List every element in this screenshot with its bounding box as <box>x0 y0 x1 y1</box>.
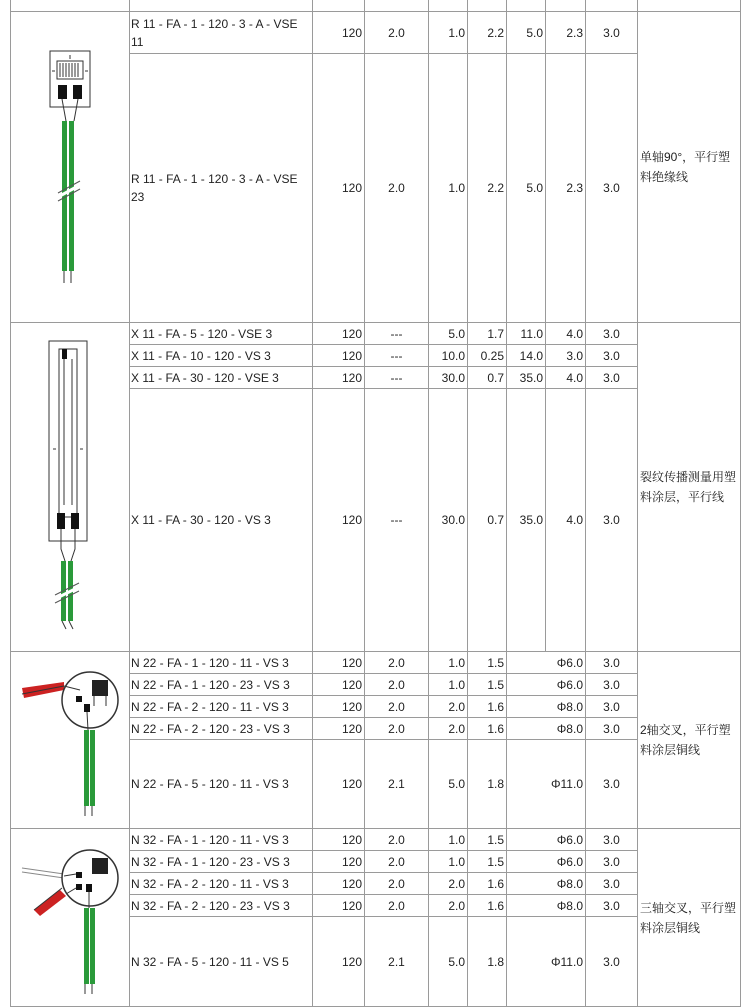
model-cell: N 22 - FA - 1 - 120 - 11 - VS 3 <box>130 652 313 674</box>
diameter-cell: Φ8.0 <box>507 873 586 895</box>
diameter-cell: Φ6.0 <box>507 674 586 696</box>
grid-length-cell: 2.0 <box>429 696 468 718</box>
single-axis-90deg-gauge-icon <box>40 47 100 287</box>
lead-length-cell: 3.0 <box>586 696 638 718</box>
resistance-cell: 120 <box>313 895 365 917</box>
grid-length-cell: 30.0 <box>429 389 468 652</box>
grid-length-cell: 2.0 <box>429 718 468 740</box>
resistance-cell: 120 <box>313 345 365 367</box>
gauge-factor-cell: --- <box>365 367 429 389</box>
gauge-factor-cell: 2.0 <box>365 652 429 674</box>
grid-width-cell: 1.5 <box>468 829 507 851</box>
strain-gauge-spec-table <box>10 0 741 1007</box>
carrier-length-cell: 5.0 <box>507 54 546 323</box>
grid-length-cell: 1.0 <box>429 652 468 674</box>
gauge-factor-cell: --- <box>365 389 429 652</box>
grid-width-cell: 1.7 <box>468 323 507 345</box>
grid-length-cell: 1.0 <box>429 674 468 696</box>
carrier-length-cell: 35.0 <box>507 367 546 389</box>
lead-length-cell: 3.0 <box>586 652 638 674</box>
gauge-factor-cell: 2.0 <box>365 873 429 895</box>
model-cell: X 11 - FA - 30 - 120 - VS 3 <box>130 389 313 652</box>
gauge-image-cell <box>11 652 130 829</box>
carrier-length-cell: 14.0 <box>507 345 546 367</box>
three-axis-rosette-gauge-icon <box>20 838 120 998</box>
gauge-image-cell <box>11 323 130 652</box>
resistance-cell: 120 <box>313 696 365 718</box>
grid-width-cell: 1.6 <box>468 873 507 895</box>
carrier-length-cell: 5.0 <box>507 12 546 54</box>
carrier-length-cell: 11.0 <box>507 323 546 345</box>
grid-width-cell: 2.2 <box>468 12 507 54</box>
carrier-length-cell: 35.0 <box>507 389 546 652</box>
table-row <box>11 12 741 54</box>
resistance-cell: 120 <box>313 389 365 652</box>
model-cell: X 11 - FA - 30 - 120 - VSE 3 <box>130 367 313 389</box>
lead-length-cell: 3.0 <box>586 389 638 652</box>
lead-length-cell: 3.0 <box>586 829 638 851</box>
grid-width-cell: 1.8 <box>468 740 507 829</box>
gauge-factor-cell: 2.0 <box>365 829 429 851</box>
grid-length-cell: 1.0 <box>429 829 468 851</box>
table-row <box>11 829 741 851</box>
grid-length-cell: 5.0 <box>429 323 468 345</box>
gauge-image-cell <box>11 12 130 323</box>
lead-length-cell: 3.0 <box>586 345 638 367</box>
lead-length-cell: 3.0 <box>586 12 638 54</box>
grid-length-cell: 5.0 <box>429 917 468 1007</box>
resistance-cell: 120 <box>313 674 365 696</box>
grid-width-cell: 0.7 <box>468 389 507 652</box>
model-cell: N 32 - FA - 2 - 120 - 11 - VS 3 <box>130 873 313 895</box>
model-cell: R 11 - FA - 1 - 120 - 3 - A - VSE 11 <box>130 12 313 54</box>
lead-length-cell: 3.0 <box>586 674 638 696</box>
model-cell: N 22 - FA - 1 - 120 - 23 - VS 3 <box>130 674 313 696</box>
grid-width-cell: 1.5 <box>468 652 507 674</box>
gauge-factor-cell: 2.0 <box>365 851 429 873</box>
model-cell: X 11 - FA - 10 - 120 - VS 3 <box>130 345 313 367</box>
grid-width-cell: 1.5 <box>468 674 507 696</box>
gauge-factor-cell: 2.1 <box>365 740 429 829</box>
diameter-cell: Φ6.0 <box>507 851 586 873</box>
crack-propagation-gauge-icon <box>35 337 105 637</box>
grid-length-cell: 10.0 <box>429 345 468 367</box>
model-cell: N 32 - FA - 5 - 120 - 11 - VS 5 <box>130 917 313 1007</box>
resistance-cell: 120 <box>313 652 365 674</box>
gauge-image-cell <box>11 829 130 1007</box>
resistance-cell: 120 <box>313 851 365 873</box>
grid-width-cell: 1.6 <box>468 696 507 718</box>
resistance-cell: 120 <box>313 917 365 1007</box>
grid-length-cell: 2.0 <box>429 873 468 895</box>
gauge-factor-cell: 2.0 <box>365 12 429 54</box>
grid-length-cell: 2.0 <box>429 895 468 917</box>
two-axis-rosette-gauge-icon <box>20 660 120 820</box>
description-cell: 裂纹传播测量用塑料涂层，平行线 <box>638 323 741 652</box>
carrier-width-cell: 2.3 <box>546 12 586 54</box>
grid-width-cell: 1.8 <box>468 917 507 1007</box>
model-cell: N 32 - FA - 1 - 120 - 23 - VS 3 <box>130 851 313 873</box>
grid-length-cell: 1.0 <box>429 54 468 323</box>
diameter-cell: Φ6.0 <box>507 829 586 851</box>
grid-length-cell: 5.0 <box>429 740 468 829</box>
gauge-factor-cell: 2.1 <box>365 917 429 1007</box>
table-row <box>11 323 741 345</box>
grid-length-cell: 1.0 <box>429 851 468 873</box>
resistance-cell: 120 <box>313 873 365 895</box>
lead-length-cell: 3.0 <box>586 873 638 895</box>
model-cell: N 22 - FA - 2 - 120 - 23 - VS 3 <box>130 718 313 740</box>
resistance-cell: 120 <box>313 740 365 829</box>
grid-width-cell: 1.6 <box>468 718 507 740</box>
model-cell: N 32 - FA - 2 - 120 - 23 - VS 3 <box>130 895 313 917</box>
diameter-cell: Φ8.0 <box>507 718 586 740</box>
lead-length-cell: 3.0 <box>586 851 638 873</box>
grid-length-cell: 30.0 <box>429 367 468 389</box>
diameter-cell: Φ11.0 <box>507 740 586 829</box>
description-cell: 三轴交叉，平行塑料涂层铜线 <box>638 829 741 1007</box>
resistance-cell: 120 <box>313 367 365 389</box>
lead-length-cell: 3.0 <box>586 54 638 323</box>
grid-width-cell: 0.25 <box>468 345 507 367</box>
resistance-cell: 120 <box>313 323 365 345</box>
grid-width-cell: 0.7 <box>468 367 507 389</box>
lead-length-cell: 3.0 <box>586 367 638 389</box>
carrier-width-cell: 4.0 <box>546 367 586 389</box>
lead-length-cell: 3.0 <box>586 895 638 917</box>
description-cell: 2轴交叉，平行塑料涂层铜线 <box>638 652 741 829</box>
resistance-cell: 120 <box>313 12 365 54</box>
gauge-factor-cell: 2.0 <box>365 674 429 696</box>
gauge-factor-cell: 2.0 <box>365 696 429 718</box>
gauge-factor-cell: --- <box>365 345 429 367</box>
model-cell: X 11 - FA - 5 - 120 - VSE 3 <box>130 323 313 345</box>
model-cell: N 32 - FA - 1 - 120 - 11 - VS 3 <box>130 829 313 851</box>
model-cell: N 22 - FA - 5 - 120 - 11 - VS 3 <box>130 740 313 829</box>
carrier-width-cell: 2.3 <box>546 54 586 323</box>
table-row <box>11 652 741 674</box>
gauge-factor-cell: 2.0 <box>365 895 429 917</box>
grid-width-cell: 2.2 <box>468 54 507 323</box>
model-cell: N 22 - FA - 2 - 120 - 11 - VS 3 <box>130 696 313 718</box>
grid-width-cell: 1.6 <box>468 895 507 917</box>
lead-length-cell: 3.0 <box>586 740 638 829</box>
diameter-cell: Φ11.0 <box>507 917 586 1007</box>
diameter-cell: Φ6.0 <box>507 652 586 674</box>
resistance-cell: 120 <box>313 829 365 851</box>
lead-length-cell: 3.0 <box>586 917 638 1007</box>
grid-length-cell: 1.0 <box>429 12 468 54</box>
lead-length-cell: 3.0 <box>586 718 638 740</box>
grid-width-cell: 1.5 <box>468 851 507 873</box>
description-cell: 单轴90°，平行塑料绝缘线 <box>638 12 741 323</box>
table-top-stub-row <box>11 0 741 12</box>
model-cell: R 11 - FA - 1 - 120 - 3 - A - VSE 23 <box>130 54 313 323</box>
diameter-cell: Φ8.0 <box>507 895 586 917</box>
gauge-factor-cell: 2.0 <box>365 54 429 323</box>
diameter-cell: Φ8.0 <box>507 696 586 718</box>
carrier-width-cell: 4.0 <box>546 323 586 345</box>
carrier-width-cell: 3.0 <box>546 345 586 367</box>
resistance-cell: 120 <box>313 54 365 323</box>
gauge-factor-cell: --- <box>365 323 429 345</box>
gauge-factor-cell: 2.0 <box>365 718 429 740</box>
resistance-cell: 120 <box>313 718 365 740</box>
lead-length-cell: 3.0 <box>586 323 638 345</box>
carrier-width-cell: 4.0 <box>546 389 586 652</box>
